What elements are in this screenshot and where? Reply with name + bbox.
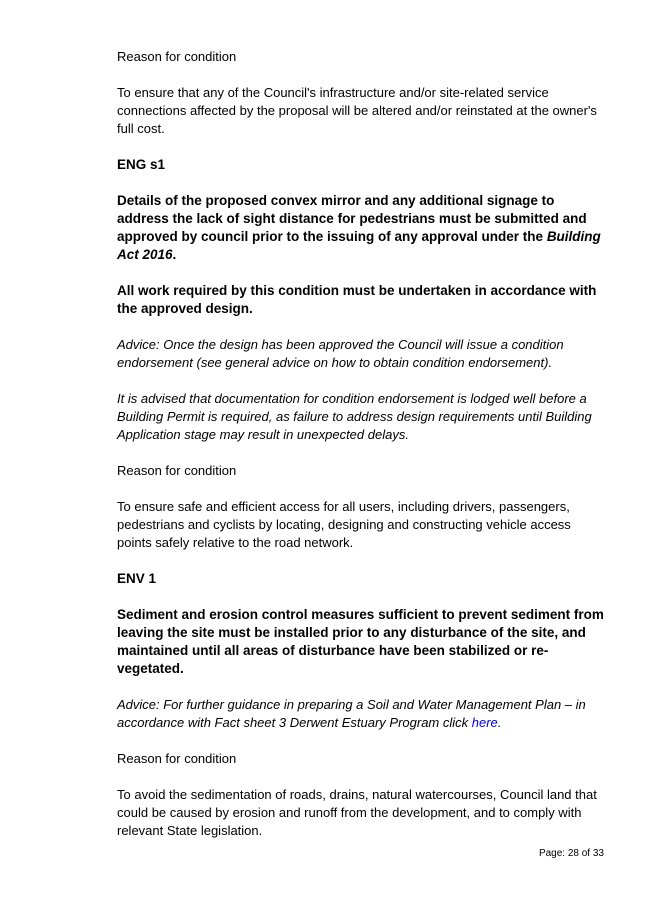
env-1-heading: ENV 1 (117, 571, 157, 586)
reason-for-condition-label: Reason for condition (117, 751, 237, 766)
reason-for-condition-label: Reason for condition (117, 463, 237, 478)
building-act-reference: Building Act 2016 (117, 229, 601, 262)
env-1-condition-paragraph: Sediment and erosion control measures sufficient to prevent sediment from leaving the site must be installed prior to any disturbance of the site, and maintained until all areas of disturbance have been stabilized or re-vegetated. (117, 607, 604, 676)
soil-management-advice-paragraph (117, 696, 609, 732)
soil-management-advice-end: . (497, 715, 502, 730)
eng-s1-heading: ENG s1 (117, 157, 166, 172)
here-link[interactable]: here (471, 715, 498, 730)
eng-s1-condition-paragraph (117, 192, 609, 264)
infrastructure-reason-paragraph: To ensure that any of the Council's infrastructure and/or site-related service connections affected by the proposal will be altered and/or reinstated at the owner's full cost. (117, 85, 597, 136)
sedimentation-reason-paragraph: To avoid the sedimentation of roads, drains, natural watercourses, Council land that could be caused by erosion and runoff from the development, and to comply with relevant State legislation. (117, 787, 597, 838)
eng-s1-approved-design-paragraph: All work required by this condition must be undertaken in accordance with the approved design. (117, 283, 597, 316)
endorsement-advice-paragraph: Advice: Once the design has been approved the Council will issue a condition endorsement (see general advice on how to obtain condition endorsement). (117, 337, 564, 370)
reason-for-condition-label: Reason for condition (117, 49, 237, 64)
eng-s1-condition-end: . (172, 247, 177, 262)
documentation-advice-paragraph: It is advised that documentation for condition endorsement is lodged well before a Building Permit is required, as failure to address design requirements until Building Application stage may result in unexpected delays. (117, 391, 592, 442)
access-reason-paragraph: To ensure safe and efficient access for all users, including drivers, passengers, pedestrians and cyclists by locating, designing and constructing vehicle access points safely relative to the road network. (117, 499, 571, 550)
eng-s1-condition-text: Details of the proposed convex mirror and any additional signage to address the lack of sight distance for pedestrians must be submitted and approved by council prior to the issuing of any approval under the (117, 193, 587, 244)
page-number-footer: Page: 28 of 33 (538, 848, 604, 859)
document-page (117, 48, 609, 858)
soil-management-advice-text: Advice: For further guidance in preparing a Soil and Water Management Plan – in accordance with Fact sheet 3 Derwent Estuary Program click (117, 697, 586, 730)
